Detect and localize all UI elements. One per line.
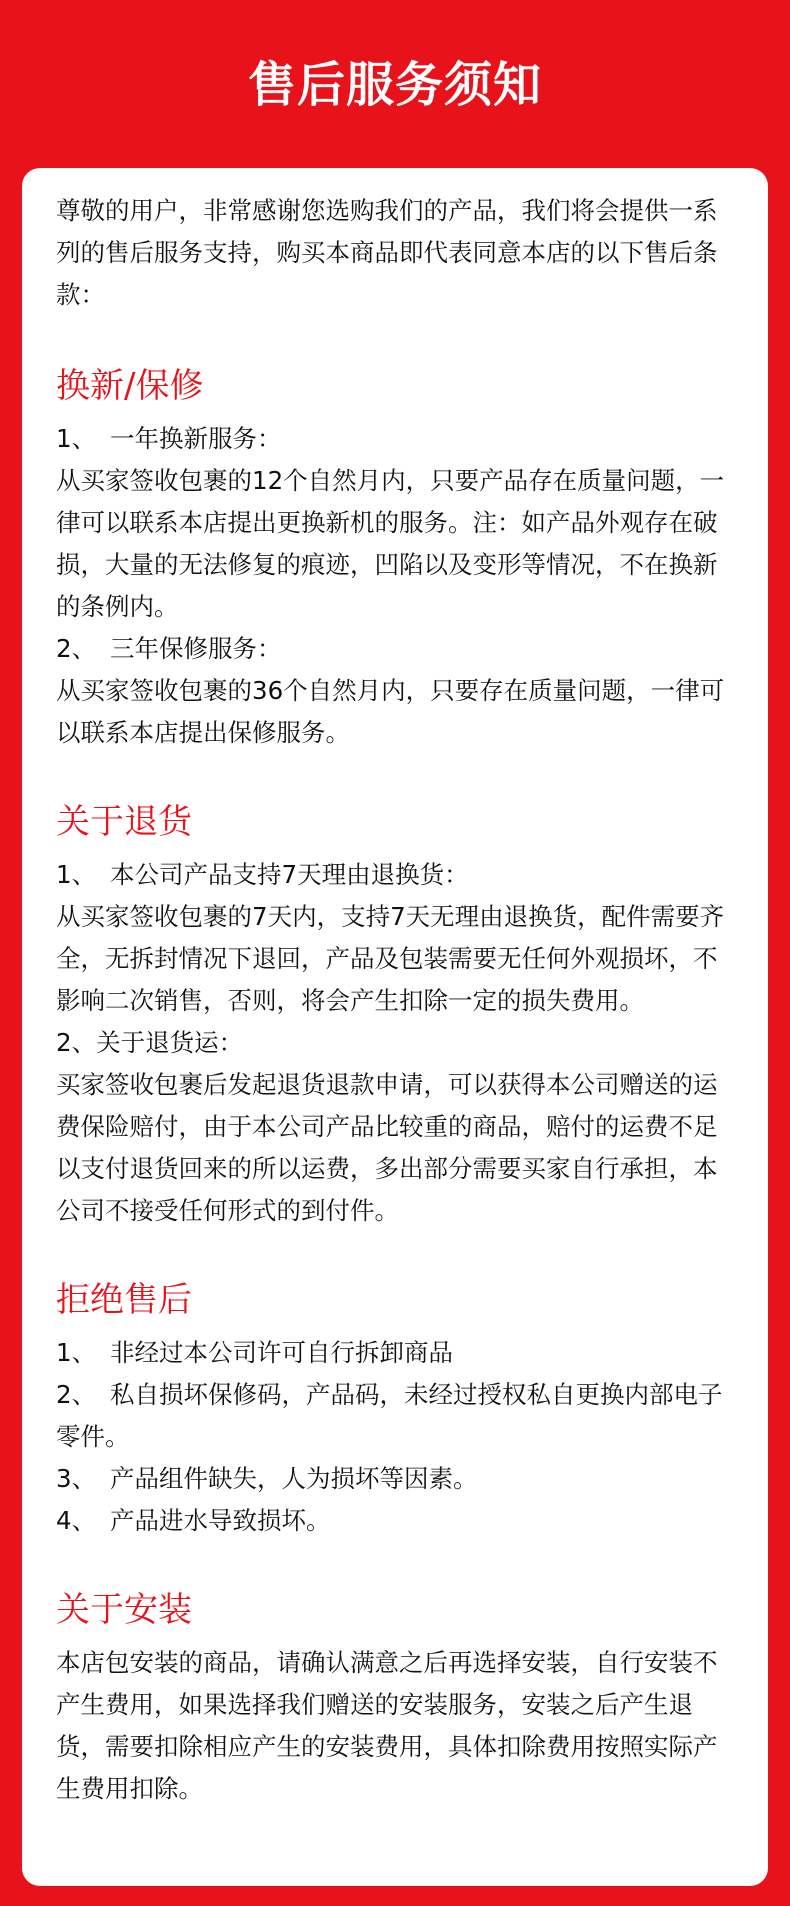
list-item: 4、 产品进水导致损坏。 [56, 1500, 732, 1542]
section-replace-warranty [56, 362, 732, 754]
list-item: 2、 私自损坏保修码，产品码，未经过授权私自更换内部电子零件。 [56, 1374, 732, 1458]
item-number: 1、 [56, 1338, 97, 1367]
section-heading: 拒绝售后 [56, 1280, 192, 1320]
list-item-title: 2、 三年保修服务： [56, 628, 732, 670]
section-body: 本店包安装的商品，请确认满意之后再选择安装，自行安装不产生费用，如果选择我们赠送的安装服务，安装之后产生退货，需要扣除相应产生的安装费用，具体扣除费用按照实际产生费用扣除。 [56, 1648, 718, 1803]
list-item: 1、 非经过本公司许可自行拆卸商品 [56, 1332, 732, 1374]
list-item-title: 1、 本公司产品支持7天理由退换货： [56, 854, 732, 896]
list-item-body: 买家签收包裹后发起退货退款申请，可以获得本公司赠送的运费保险赔付，由于本公司产品比较重的商品，赔付的运费不足以支付退货回来的所以运费，多出部分需要买家自行承担，本公司不接受任何形式的到付件。 [56, 1070, 718, 1225]
item-number: 3、 [56, 1464, 97, 1493]
page-title: 售后服务须知 [247, 57, 542, 113]
list-item-body: 从买家签收包裹的36个自然月内，只要存在质量问题，一律可以联系本店提出保修服务。 [56, 676, 725, 747]
list-item-title: 1、 一年换新服务： [56, 418, 732, 460]
section-refused-service [56, 1276, 732, 1542]
section-heading: 关于退货 [56, 802, 192, 842]
list-item-body: 从买家签收包裹的7天内，支持7天无理由退换货，配件需要齐全，无拆封情况下退回，产品及包装需要无任何外观损坏，不影响二次销售，否则，将会产生扣除一定的损失费用。 [56, 902, 725, 1015]
section-heading: 关于安装 [56, 1590, 192, 1630]
list-item-title: 2、关于退货运： [56, 1028, 244, 1057]
item-number: 2、 [56, 1380, 97, 1409]
section-heading: 换新/保修 [56, 366, 204, 406]
item-number: 2、 [56, 634, 97, 663]
intro-text: 尊敬的用户，非常感谢您选购我们的产品，我们将会提供一系列的售后服务支持，购买本商品即代表同意本店的以下售后条款： [56, 196, 718, 309]
item-number: 2、 [56, 1028, 97, 1057]
content-card [22, 168, 768, 1886]
list-item: 3、 产品组件缺失，人为损坏等因素。 [56, 1458, 732, 1500]
section-installation [56, 1586, 732, 1810]
list-item-body: 从买家签收包裹的12个自然月内，只要产品存在质量问题，一律可以联系本店提出更换新机的服务。注：如产品外观存在破损，大量的无法修复的痕迹，凹陷以及变形等情况，不在换新的条例内。 [56, 466, 725, 621]
item-number: 1、 [56, 424, 97, 453]
item-number: 4、 [56, 1506, 97, 1535]
item-number: 1、 [56, 860, 97, 889]
section-returns [56, 798, 732, 1232]
